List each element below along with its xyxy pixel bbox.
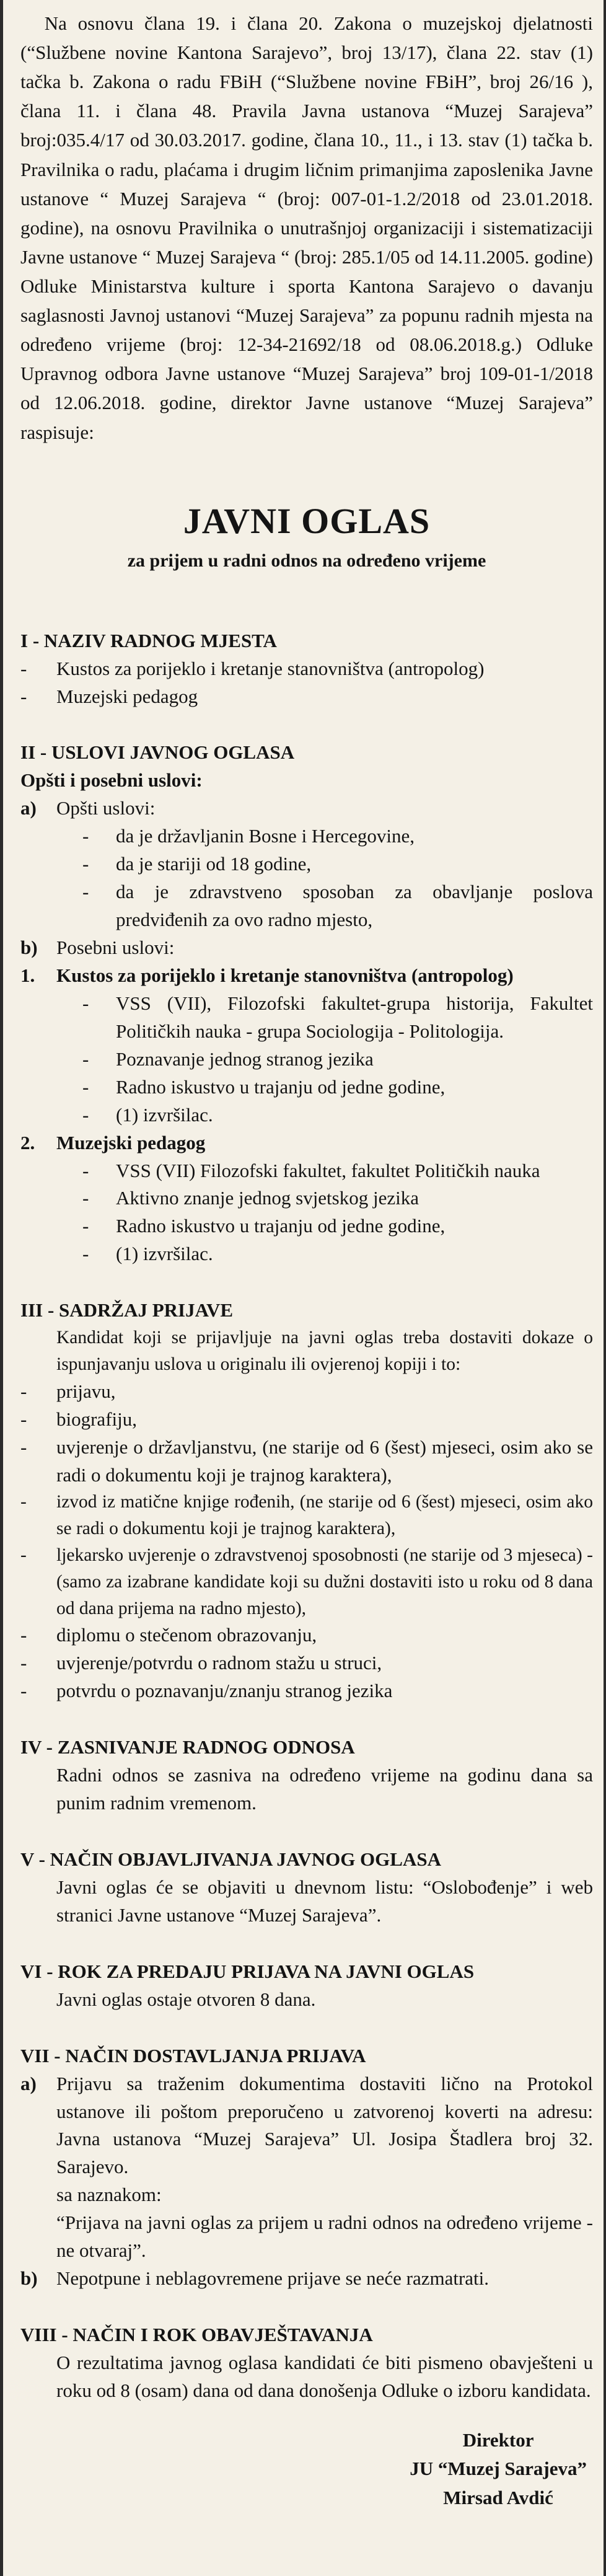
document-item <box>20 1378 593 1406</box>
requirement-text: Radno iskustvo u trajanju od jedne godine, <box>116 1075 446 1098</box>
number-marker: 2. <box>20 1131 35 1153</box>
intro-paragraph: Na osnovu člana 19. i člana 20. Zakona o muzejskoj djelatnosti (“Službene novine Kantona Sarajevo”, broj 13/17), člana 22. stav (1) tačka b. Zakona o radu FBiH (“Službene novine FBiH”, broj 26/16 ), člana 11. i člana 48. Pravila Javna ustanova “Muzej Sarajeva” broj:035.4/17 od 30.03.2017. godine, člana 10., 11., i 13. stav (1) tačka b. Pravilnika o radu, plaćama i drugim ličnim primanjima zaposlenika Javne ustanove “ Muzej Sarajeva “ (broj: 007-01-1.2/2018 od 23.01.2018. godine), na osnovu Pravilnika o unutrašnjoj organizaciji i sistematizaciji Javne ustanove “ Muzej Sarajeva “ (broj: 285.1/05 od 14.11.2005. godine) Odluke Ministarstva kulture i sporta Kantona Sarajevo o davanju saglasnosti Javnoj ustanovi “Muzej Sarajeva” za popunu radnih mjesta na određeno vrijeme (broj: 12-34-21692/18 od 08.06.2018.g.) Odluke Upravnog odbora Javne ustanove “Muzej Sarajeva” broj 109-01-1/2018 od 12.06.2018. godine, direktor Javne ustanove “Muzej Sarajeva” raspisuje: <box>20 12 593 443</box>
dash-marker: - <box>82 1075 89 1098</box>
section-8-heading: VIII - NAČIN I ROK OBAVJEŠTAVANJA <box>20 2324 373 2346</box>
document-item <box>20 1542 593 1621</box>
dash-marker: - <box>82 1243 89 1265</box>
requirement-text: Radno iskustvo u trajanju od jedne godine, <box>116 1215 446 1237</box>
section-6-text: Javni oglas ostaje otvoren 8 dana. <box>56 1988 316 2010</box>
requirement-text: Aktivno znanje jednog svjetskog jezika <box>116 1187 419 1209</box>
section-3 <box>20 1297 593 1705</box>
ad-subtitle: za prijem u radni odnos na određeno vrijeme <box>127 550 486 571</box>
section-8 <box>20 2321 593 2405</box>
signature-org: JU “Muzej Sarajeva” <box>410 2458 587 2480</box>
section-7-heading: VII - NAČIN DOSTAVLJANJA PRIJAVA <box>20 2044 366 2067</box>
number-marker: 1. <box>20 964 35 986</box>
dash-marker: - <box>82 853 89 875</box>
delivery-item-b <box>20 2265 593 2293</box>
document-text: biografiju, <box>56 1408 137 1430</box>
ad-title: JAVNI OGLAS <box>183 500 431 541</box>
section-8-text: O rezultatima javnog oglasa kandidati će biti pismeno obavješteni u roku od 8 (osam) dana od dana donošenja Odluke o izboru kandidata. <box>56 2352 593 2401</box>
requirement-item <box>20 1184 593 1212</box>
document-item <box>20 1434 593 1489</box>
dash-marker: - <box>20 1652 27 1674</box>
dash-marker: - <box>82 1187 89 1209</box>
dash-marker: - <box>82 1215 89 1237</box>
section-4 <box>20 1734 593 1817</box>
requirement-item <box>20 1074 593 1101</box>
delivery-text: Prijavu sa traženim dokumentima dostaviti lično na Protokol ustanove ili poštom preporučeno u zatvorenoj koverti na adresu: Javna ustanova “Muzej Sarajeva” Ul. Josipa Štadlera broj 32. Sarajevo. <box>56 2072 593 2178</box>
requirement-text: Poznavanje jednog stranog jezika <box>116 1048 374 1070</box>
signature-role: Direktor <box>462 2428 534 2451</box>
requirement-item <box>20 1046 593 1074</box>
requirement-item <box>20 990 593 1046</box>
document-text: prijavu, <box>56 1380 116 1402</box>
condition-item <box>20 823 593 850</box>
signature-block <box>20 2405 593 2513</box>
position-item <box>20 655 593 683</box>
position-item <box>20 683 593 711</box>
section-2-heading: II - USLOVI JAVNOG OGLASA <box>20 741 295 764</box>
requirement-item <box>20 1240 593 1268</box>
delivery-item-a <box>20 2070 593 2182</box>
section-5-heading: V - NAČIN OBJAVLJIVANJA JAVNOG OGLASA <box>20 1848 441 1870</box>
dash-marker: - <box>20 1545 27 1566</box>
section-2 <box>20 739 593 1268</box>
envelope-label-quote: “Prijava na javni oglas za prijem u radni odnos na određeno vrijeme - ne otvaraj”. <box>56 2212 593 2262</box>
requirement-text: VSS (VII), Filozofski fakultet-grupa historija, Fakultet Političkih nauka - grupa Sociologija - Politologija. <box>116 992 593 1042</box>
general-conditions-label <box>20 795 593 823</box>
requirement-text: VSS (VII) Filozofski fakultet, fakultet Političkih nauka <box>116 1159 540 1181</box>
signature-box <box>410 2426 593 2513</box>
letter-marker: a) <box>20 797 37 819</box>
section-6 <box>20 1958 593 2014</box>
special-conditions-label <box>20 934 593 962</box>
letter-marker: a) <box>20 2072 37 2094</box>
section-6-heading: VI - ROK ZA PREDAJU PRIJAVA NA JAVNI OGLAS <box>20 1960 475 1982</box>
section-1-heading: I - NAZIV RADNOG MJESTA <box>20 629 277 651</box>
letter-marker: b) <box>20 937 38 959</box>
section-4-text: Radni odnos se zasniva na određeno vrijeme na godinu dana sa punim radnim vremenom. <box>56 1764 593 1814</box>
dash-marker: - <box>82 992 89 1014</box>
condition-text: da je državljanin Bosne i Hercegovine, <box>116 825 415 847</box>
section-5 <box>20 1846 593 1930</box>
document-item <box>20 1621 593 1649</box>
document-text: izvod iz matične knjige rođenih, (ne starije od 6 (šest) mjeseci, osim ako se radi o dokumentu koji je trajnog karaktera), <box>56 1492 593 1539</box>
position-2-title <box>20 1129 593 1157</box>
condition-item <box>20 850 593 878</box>
position-text: Kustos za porijeklo i kretanje stanovništva (antropolog) <box>56 657 485 679</box>
position-text: Muzejski pedagog <box>56 685 198 707</box>
position-1-name: Kustos za porijeklo i kretanje stanovništva (antropolog) <box>56 964 514 986</box>
general-conditions-text: Opšti uslovi: <box>56 797 156 819</box>
section-3-intro: Kandidat koji se prijavljuje na javni oglas treba dostaviti dokaze o ispunjavanju uslova u originalu ili ovjerenoj kopiji i to: <box>56 1328 593 1374</box>
letter-marker: b) <box>20 2267 38 2290</box>
dash-marker: - <box>20 1436 27 1458</box>
dash-marker: - <box>82 825 89 847</box>
position-2-name: Muzejski pedagog <box>56 1131 206 1153</box>
ad-content <box>3 0 606 2512</box>
delivery-text: Nepotpune i neblagovremene prijave se neće razmatrati. <box>56 2267 490 2290</box>
label-instruction: sa naznakom: <box>56 2184 162 2206</box>
dash-marker: - <box>20 1380 27 1402</box>
section-1 <box>20 627 593 711</box>
section-3-heading: III - SADRŽAJ PRIJAVE <box>20 1299 234 1321</box>
requirement-item <box>20 1212 593 1240</box>
dash-marker: - <box>20 685 27 707</box>
document-text: potvrdu o poznavanju/znanju stranog jezika <box>56 1680 393 1702</box>
section-5-text: Javni oglas će se objaviti u dnevnom listu: “Oslobođenje” i web stranici Javne ustanove “Muzej Sarajeva”. <box>56 1876 593 1926</box>
requirement-item <box>20 1157 593 1185</box>
condition-item <box>20 878 593 934</box>
condition-text: da je stariji od 18 godine, <box>116 853 312 875</box>
dash-marker: - <box>20 657 27 679</box>
document-item <box>20 1677 593 1705</box>
dash-marker: - <box>82 1048 89 1070</box>
section-2-subheading: Opšti i posebni uslovi: <box>20 769 203 792</box>
dash-marker: - <box>20 1492 27 1512</box>
position-1-title <box>20 962 593 990</box>
dash-marker: - <box>20 1408 27 1430</box>
requirement-text: (1) izvršilac. <box>116 1103 213 1126</box>
section-4-heading: IV - ZASNIVANJE RADNOG ODNOSA <box>20 1736 355 1758</box>
signature-name: Mirsad Avdić <box>443 2486 553 2508</box>
condition-text: da je zdravstveno sposoban za obavljanje poslova predviđenih za ovo radno mjesto, <box>116 881 593 931</box>
document-item <box>20 1649 593 1677</box>
dash-marker: - <box>20 1680 27 1702</box>
requirement-text: (1) izvršilac. <box>116 1243 213 1265</box>
dash-marker: - <box>82 1159 89 1181</box>
dash-marker: - <box>20 1624 27 1646</box>
special-conditions-text: Posebni uslovi: <box>56 937 175 959</box>
dash-marker: - <box>82 881 89 903</box>
document-item <box>20 1489 593 1542</box>
requirement-item <box>20 1101 593 1129</box>
document-text: diplomu o stečenom obrazovanju, <box>56 1624 317 1646</box>
section-7 <box>20 2042 593 2293</box>
dash-marker: - <box>82 1103 89 1126</box>
document-item <box>20 1406 593 1434</box>
document-text: ljekarsko uvjerenje o zdravstvenoj sposobnosti (ne starije od 3 mjeseca) - (samo za izabrane kandidate koji su dužni dostaviti isto u roku od 8 dana od dana prijema na radno mjesto), <box>56 1545 593 1618</box>
document-text: uvjerenje/potvrdu o radnom stažu u struci, <box>56 1652 382 1674</box>
document-text: uvjerenje o državljanstvu, (ne starije od 6 (šest) mjeseci, osim ako se radi o dokumentu koji je trajnog karaktera), <box>56 1436 593 1486</box>
